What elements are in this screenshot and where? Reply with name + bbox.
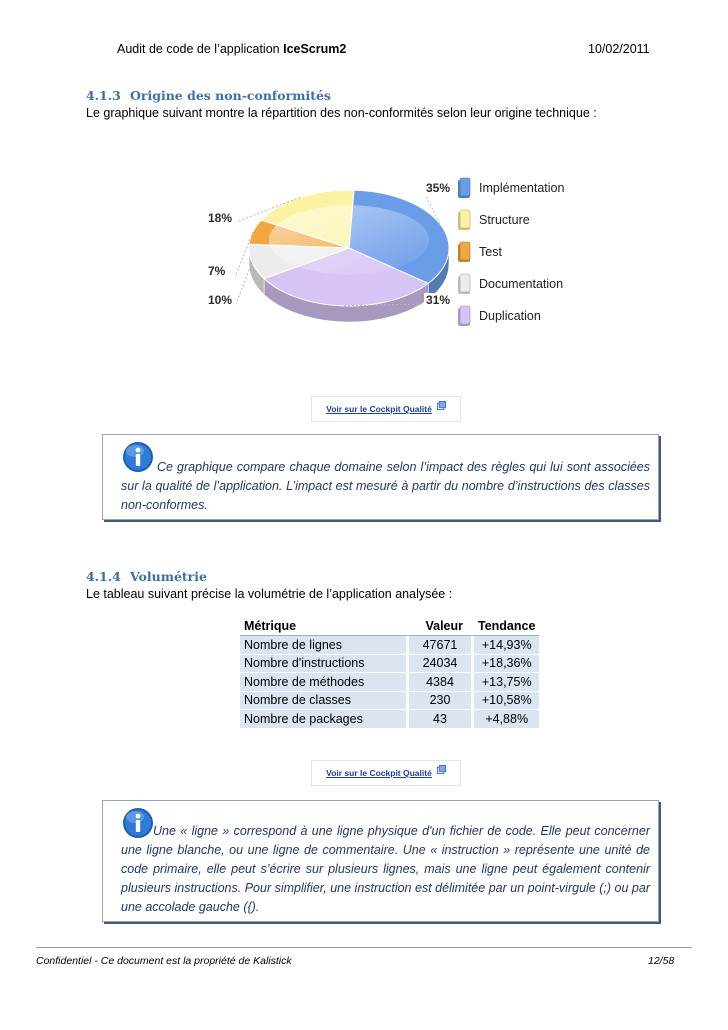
footer-divider (36, 947, 692, 948)
table-row (240, 691, 539, 710)
row-metric: Nombre de méthodes (240, 673, 406, 692)
pie-percent-label: 7% (208, 264, 226, 278)
section-413-number: 4.1.3 (86, 88, 121, 103)
header-trend: Tendance (474, 617, 539, 636)
info-box-2 (102, 800, 659, 922)
header-value: Valeur (409, 617, 471, 636)
row-trend: +18,36% (474, 654, 539, 673)
section-413-title: Origine des non-conformités (130, 88, 331, 103)
legend-label: Test (479, 245, 502, 259)
row-trend: +10,58% (474, 691, 539, 710)
cockpit-link-1[interactable]: Voir sur le Cockpit Qualité (326, 404, 432, 414)
section-413-intro: Le graphique suivant montre la répartition des non-conformités selon leur origine technique : (86, 106, 597, 120)
footer-confidential: Confidentiel - Ce document est la propriété de Kalistick (36, 955, 292, 967)
legend-swatch (460, 274, 470, 292)
row-value: 47671 (409, 636, 471, 655)
row-metric: Nombre d'instructions (240, 654, 406, 673)
volume-table (240, 617, 539, 729)
header-metric: Métrique (240, 617, 406, 636)
legend-label: Implémentation (479, 181, 565, 195)
external-window-icon (437, 765, 446, 774)
section-413-heading (86, 88, 331, 103)
row-metric: Nombre de lignes (240, 636, 406, 655)
info-text-1: Ce graphique compare chaque domaine selon l’impact des règles qui lui sont associées sur la qualité de l’application. L’impact est mesuré à partir du nombre d’instructions des classes non-conformes. (121, 460, 650, 512)
row-trend: +13,75% (474, 673, 539, 692)
legend-swatch (460, 210, 470, 228)
pie-highlight (269, 205, 429, 275)
header-app-name: IceScrum2 (283, 42, 347, 56)
legend-label: Documentation (479, 277, 564, 291)
section-414-intro: Le tableau suivant précise la volumétrie de l’application analysée : (86, 587, 453, 601)
table-row (240, 636, 539, 655)
legend-label: Duplication (479, 309, 541, 323)
pie-percent-label: 31% (426, 293, 451, 307)
footer-page-number: 12/58 (648, 955, 675, 967)
legend-swatch (460, 242, 470, 260)
table-row (240, 673, 539, 692)
header-date: 10/02/2011 (588, 42, 650, 56)
row-trend: +4,88% (474, 710, 539, 729)
header-title-prefix: Audit de code de l’application (117, 42, 284, 56)
section-414-heading (86, 569, 207, 584)
origin-pie-chart (204, 138, 570, 380)
header-title (117, 42, 346, 56)
legend-swatch (460, 178, 470, 196)
row-value: 24034 (409, 654, 471, 673)
legend-swatch (460, 306, 470, 324)
pie-chart-svg (204, 138, 570, 380)
section-414-title: Volumétrie (130, 569, 207, 584)
legend-label: Structure (479, 213, 530, 227)
pie-percent-label: 35% (426, 181, 451, 195)
pie-percent-label: 18% (208, 211, 233, 225)
pie-percent-label: 10% (208, 293, 233, 307)
row-metric: Nombre de classes (240, 691, 406, 710)
info-box-1 (102, 434, 659, 520)
cockpit-link-box-2[interactable] (311, 760, 461, 786)
cockpit-link-box-1[interactable] (311, 396, 461, 422)
row-value: 4384 (409, 673, 471, 692)
table-row (240, 710, 539, 729)
row-value: 230 (409, 691, 471, 710)
cockpit-link-2[interactable]: Voir sur le Cockpit Qualité (326, 768, 432, 778)
table-header-row (240, 617, 539, 636)
external-window-icon (437, 401, 446, 410)
info-text-2: Une « ligne » correspond à une ligne physique d'un fichier de code. Elle peut concerner une ligne blanche, ou une ligne de commentaire. Une « instruction » représente une unité de code primaire, elle peut s’écrire sur plusieurs lignes, mais une ligne peut également contenir plusieurs instructions. Pour simplifier, une instruction est délimitée par un point-virgule (;) ou par une accolade gauche ({). (121, 824, 650, 914)
table-row (240, 654, 539, 673)
row-trend: +14,93% (474, 636, 539, 655)
section-414-number: 4.1.4 (86, 569, 121, 584)
row-value: 43 (409, 710, 471, 729)
row-metric: Nombre de packages (240, 710, 406, 729)
